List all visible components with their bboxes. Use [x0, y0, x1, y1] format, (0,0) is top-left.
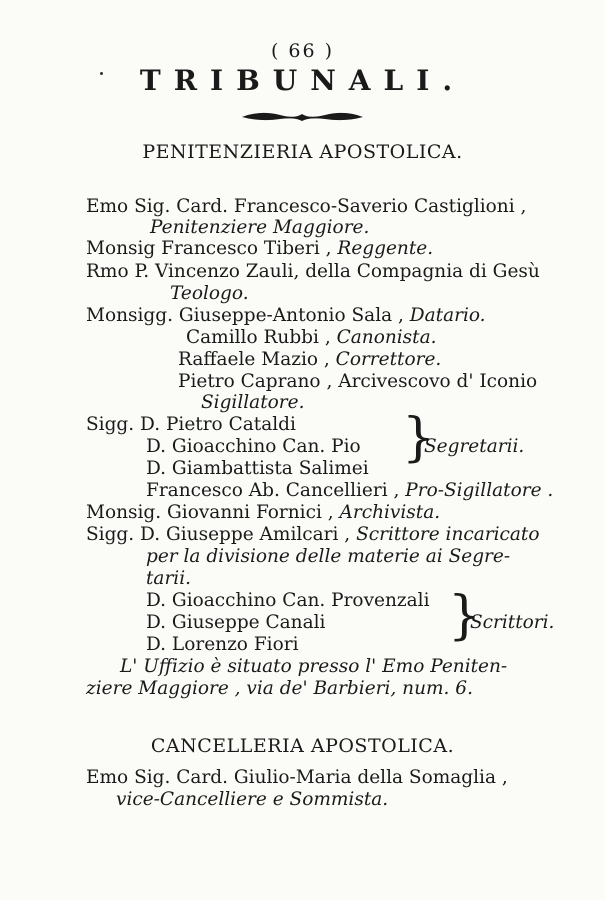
text-line: Pietro Caprano , Arcivescovo d' Iconio — [178, 371, 538, 392]
text-line: Teologo. — [170, 283, 249, 304]
text-line: Emo Sig. Card. Francesco-Saverio Castiglioni , — [86, 196, 527, 217]
text-line: D. Gioacchino Can. Pio — [146, 436, 361, 457]
office-note: , num. 6. — [390, 678, 473, 699]
name: Camillo Rubbi , — [186, 327, 337, 348]
section-heading-cancelleria: CANCELLERIA APOSTOLICA. — [150, 735, 455, 757]
name: Francesco Ab. Cancellieri , — [146, 480, 406, 501]
text-line: Sigillatore. — [201, 392, 305, 413]
text-line — [86, 305, 486, 327]
role: Reggente. — [337, 238, 434, 259]
office-note: L' Uffizio è situato presso l' Emo — [120, 656, 431, 677]
role: Canonista. — [336, 327, 437, 348]
section-heading-penitenzieria: PENITENZIERIA APOSTOLICA. — [142, 141, 463, 163]
role: Scrittore incaricato — [356, 524, 540, 545]
brace-icon: } — [448, 586, 482, 646]
text-line — [86, 524, 540, 546]
name: Raffaele Mazio , — [178, 349, 336, 370]
role: Pro-Sigillatore . — [405, 480, 554, 501]
brace-icon: } — [402, 408, 436, 468]
name: Monsigg. Giuseppe-Antonio Sala , — [86, 305, 410, 326]
text-line — [86, 502, 440, 524]
name: Monsig Francesco Tiberi , — [86, 238, 338, 259]
text-line — [146, 480, 553, 502]
text-line: D. Giuseppe Canali — [146, 612, 326, 633]
text-line: Rmo P. Vincenzo Zauli, della Compagnia di Gesù — [86, 261, 540, 282]
office-note: Peniten- — [430, 656, 508, 677]
role: Correttore. — [335, 349, 442, 370]
text-line: tarii. — [146, 568, 192, 589]
text-line — [120, 656, 507, 678]
text-line: Sigg. D. Pietro Cataldi — [86, 414, 296, 435]
page-title: TRIBUNALI. — [139, 64, 466, 97]
text-line: D. Giambattista Salimei — [146, 458, 369, 479]
text-line — [86, 678, 473, 700]
text-line: D. Lorenzo Fiori — [146, 634, 299, 655]
text-line: vice-Cancelliere e Sommista. — [116, 789, 389, 810]
text-line: D. Gioacchino Can. Provenzali — [146, 590, 430, 611]
text-line — [86, 238, 433, 260]
text-line — [186, 327, 437, 349]
role: Archivista. — [339, 502, 441, 523]
group-role: Segretarii. — [424, 436, 525, 457]
page-number: ( 66 ) — [270, 40, 335, 62]
text-line: Emo Sig. Card. Giulio-Maria della Somaglia , — [86, 767, 508, 788]
text-line: Penitenziere Maggiore. — [150, 217, 370, 238]
text-line: per la divisione delle materie ai Segre- — [146, 546, 511, 567]
name: Sigg. D. Giuseppe Amilcari , — [86, 524, 357, 545]
group-role: Scrittori. — [470, 612, 555, 633]
name: Monsig. Giovanni Fornici , — [86, 502, 340, 523]
office-note: ziere Maggiore , via de' Barbieri — [86, 678, 391, 699]
role: Datario. — [409, 305, 486, 326]
text-line — [178, 349, 441, 371]
ornament-divider — [240, 108, 365, 126]
